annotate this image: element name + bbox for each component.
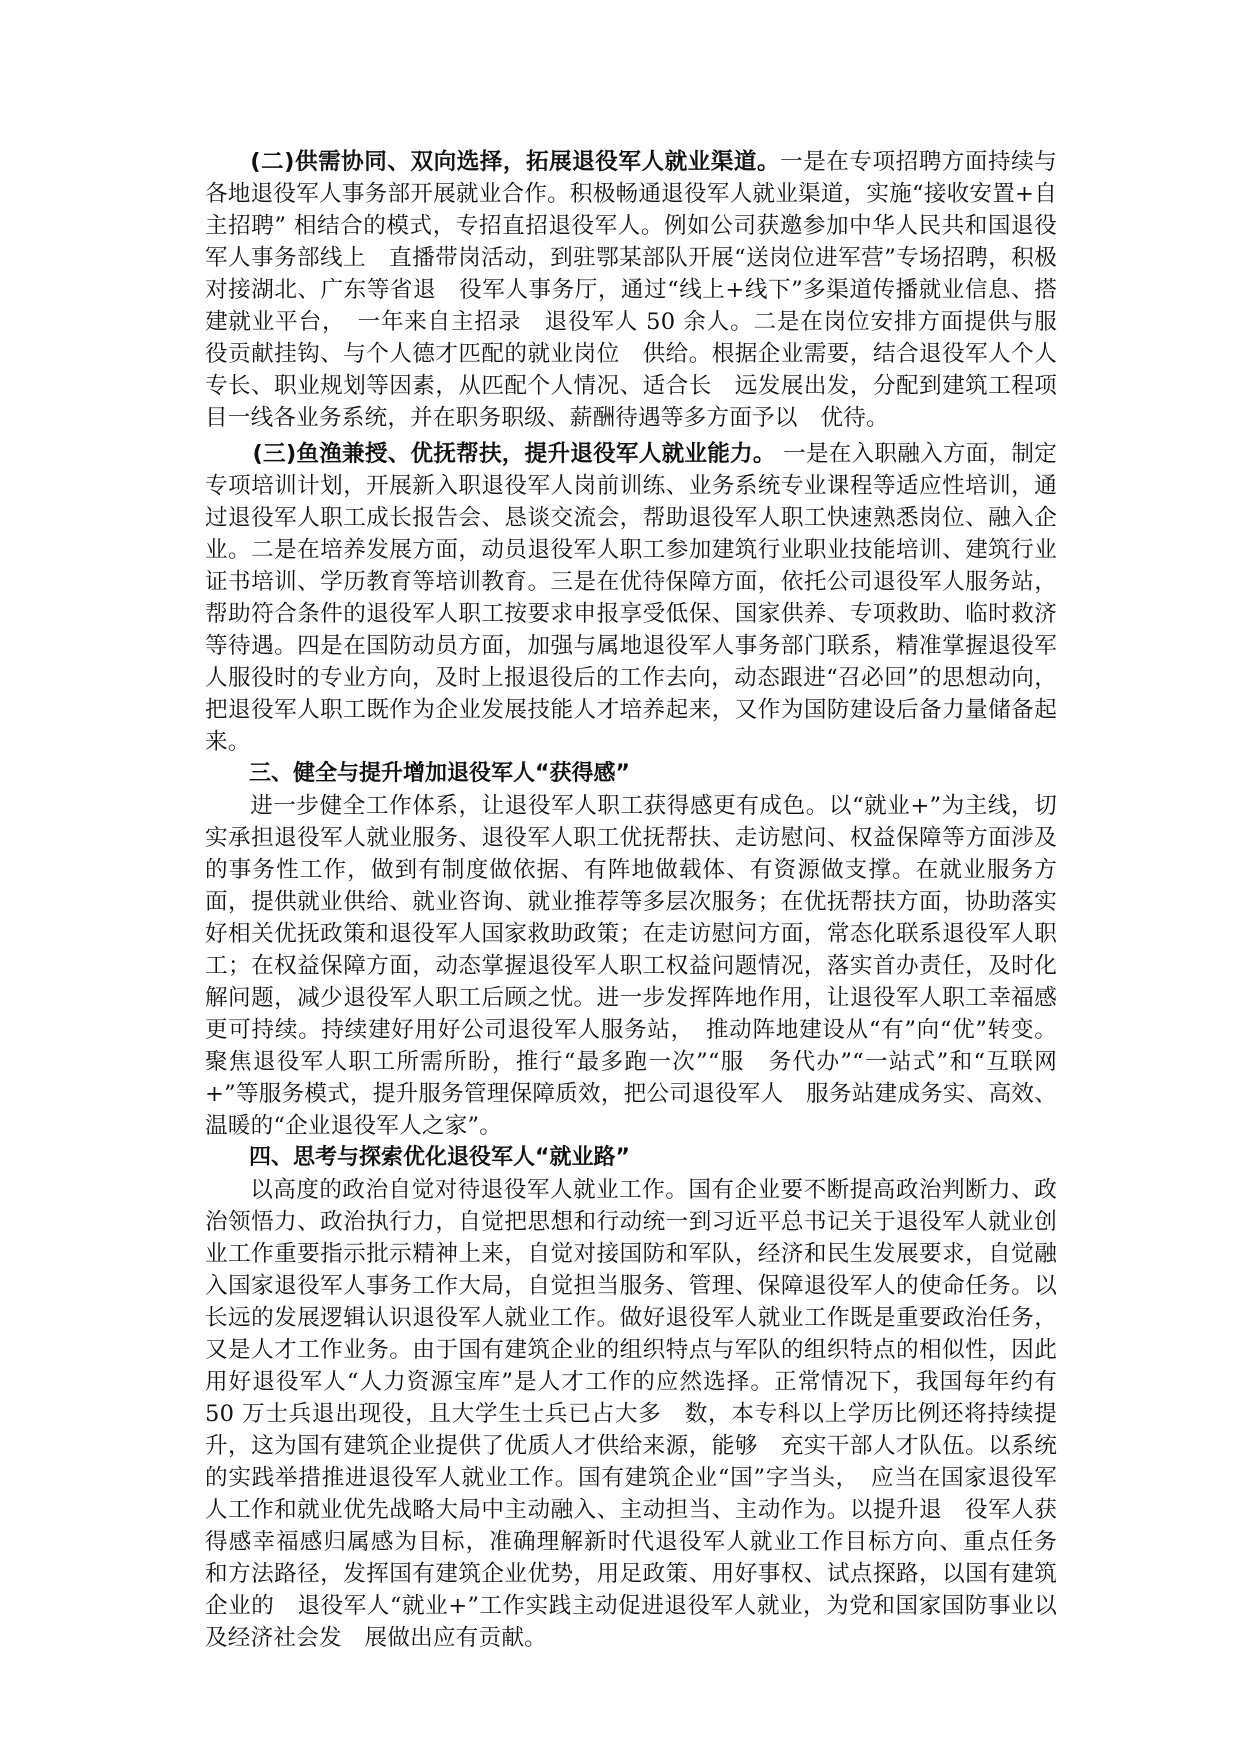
section-three-paragraph: 进一步健全工作体系，让退役军人职工获得感更有成色。以“就业+”为主线，切实承担退役军人就业服务、退役军人职工优抚帮扶、走访慰问、权益保障等方面涉及的事务性工作，做到有制度做依据、有阵地做载体、有资源做支撑。在就业服务方面，提供就业供给、就业咨询、就业推荐等多层次服务；在优抚帮扶方面，协助落实好相关优抚政策和退役军人国家救助政策；在走访慰问方面，常态化联系退役军人职工；在权益保障方面，动态掌握退役军人职工权益问题情况，落实首办责任，及时化解问题，减少退役军人职工后顾之忧。进一步发挥阵地作用，让退役军人职工幸福感更可持续。持续建好用好公司退役军人服务站， 推动阵地建设从“有”向“优”转变。聚焦退役军人职工所需所盼，推行“最多跑一次”“服 务代办”“一站式”和“互联网+”等服务模式，提升服务管理保障质效，把公司退役军人 服务站建成务实、高效、温暖的“企业退役军人之家”。 <box>205 793 1057 1139</box>
section-3-paragraph <box>205 438 1057 758</box>
section-2-body: 一是在专项招聘方面持续与各地退役军人事务部开展就业合作。积极畅通退役军人就业渠道，实施“接收安置+自主招聘” 相结合的模式，专招直招退役军人。例如公司获邀参加中华人民共和国退役军人事务部线上 直播带岗活动，到驻鄂某部队开展“送岗位进军营”专场招聘，积极对接湖北、广东等省退 役军人事务厅，通过“线上+线下”多渠道传播就业信息、搭建就业平台， 一年来自主招录 退役军人 50 余人。二是在岗位安排方面提供与服役贡献挂钩、与个人德才匹配的就业岗位 供给。根据企业需要，结合退役军人个人专长、职业规划等因素，从匹配个人情况、适合长 远发展出发，分配到建筑工程项目一线各业务系统，并在职务职级、薪酬待遇等多方面予以 优待。 <box>205 149 1058 431</box>
section-3-lead: (三)鱼渔兼授、优抚帮扶，提升退役军人就业能力。 <box>252 441 776 467</box>
heading-section-three: 三、健全与提升增加退役军人“获得感” <box>249 761 630 786</box>
heading-section-four: 四、思考与探索优化退役军人“就业路” <box>249 1145 630 1170</box>
section-2-lead: (二)供需协同、双向选择，拓展退役军人就业渠道。 <box>250 149 781 175</box>
document-page <box>205 146 1080 1654</box>
section-2-paragraph <box>205 146 1057 434</box>
section-3-body: 一是在入职融入方面，制定专项培训计划，开展新入职退役军人岗前训练、业务系统专业课程等适应性培训，通过退役军人职工成长报告会、恳谈交流会，帮助退役军人职工快速熟悉岗位、融入企业。二是在培养发展方面，动员退役军人职工参加建筑行业职业技能培训、建筑行业证书培训、学历教育等培训教育。三是在优待保障方面，依托公司退役军人服务站，帮助符合条件的退役军人职工按要求申报享受低保、国家供养、专项救助、临时救济等待遇。四是在国防动员方面，加强与属地退役军人事务部门联系，精准掌握退役军人服役时的专业方向，及时上报退役后的工作去向，动态跟进“召必回”的思想动向，把退役军人职工既作为企业发展技能人才培养起来，又作为国防建设后备力量储备起来。 <box>205 441 1057 755</box>
section-four-paragraph: 以高度的政治自觉对待退役军人就业工作。国有企业要不断提高政治判断力、政治领悟力、政治执行力，自觉把思想和行动统一到习近平总书记关于退役军人就业创业工作重要指示批示精神上来，自觉对接国防和军队，经济和民生发展要求，自觉融入国家退役军人事务工作大局，自觉担当服务、管理、保障退役军人的使命任务。以长远的发展逻辑认识退役军人就业工作。做好退役军人就业工作既是重要政治任务，又是人才工作业务。由于国有建筑企业的组织特点与军队的组织特点的相似性，因此用好退役军人“人力资源宝库”是人才工作的应然选择。正常情况下，我国每年约有 50 万士兵退出现役，且大学生士兵已占大多 数，本专科以上学历比例还将持续提升，这为国有建筑企业提供了优质人才供给来源，能够 充实干部人才队伍。以系统的实践举措推进退役军人就业工作。国有建筑企业“国”字当头， 应当在国家退役军人工作和就业优先战略大局中主动融入、主动担当、主动作为。以提升退 役军人获得感幸福感归属感为目标，准确理解新时代退役军人就业工作目标方向、重点任务 和方法路径，发挥国有建筑企业优势，用足政策、用好事权、试点探路，以国有建筑企业的 退役军人“就业+”工作实践主动促进退役军人就业，为党和国家国防事业以及经济社会发 展做出应有贡献。 <box>205 1177 1080 1651</box>
